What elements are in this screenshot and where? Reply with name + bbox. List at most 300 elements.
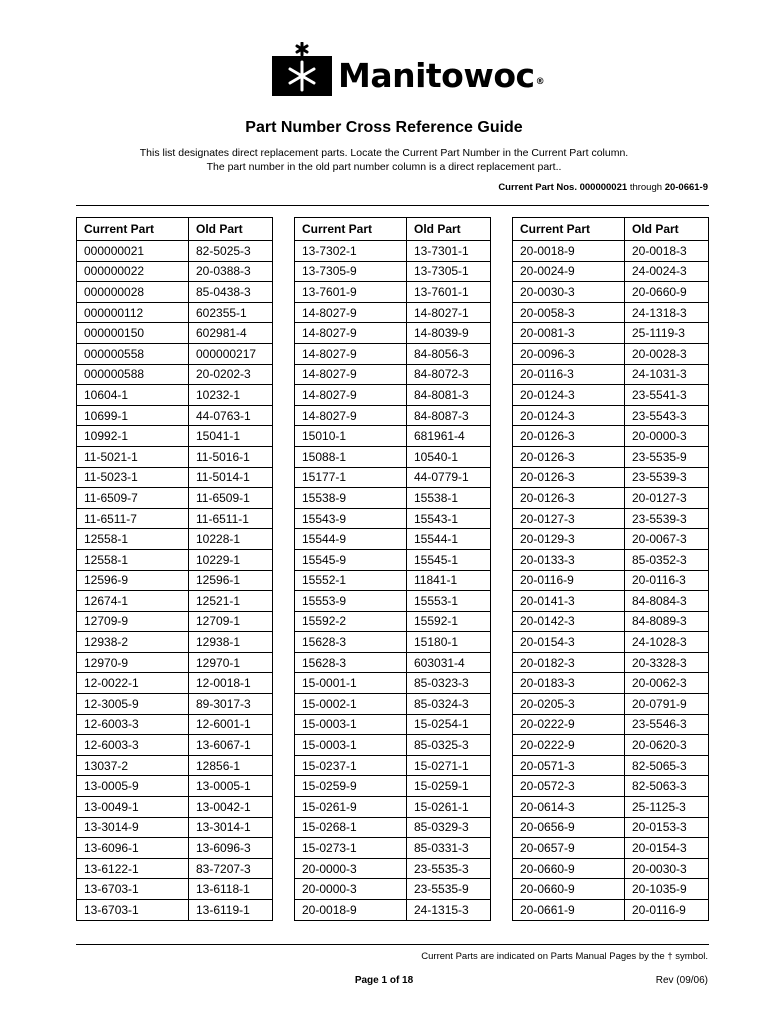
table-row [513, 694, 709, 715]
old-part-cell: 11-5014-1 [189, 467, 273, 488]
old-part-cell: 84-8072-3 [407, 364, 491, 385]
table-row [513, 529, 709, 550]
table-row [513, 714, 709, 735]
old-part-cell: 12-0018-1 [189, 673, 273, 694]
table-row [513, 652, 709, 673]
table-row [513, 879, 709, 900]
table-row [295, 385, 491, 406]
old-part-header: Old Part [189, 218, 273, 241]
footer-divider [76, 944, 709, 945]
current-part-cell: 15010-1 [295, 426, 407, 447]
current-part-cell: 20-0614-3 [513, 797, 625, 818]
old-part-cell: 84-8084-3 [625, 591, 709, 612]
current-part-cell: 20-0018-9 [513, 241, 625, 262]
old-part-cell: 85-0352-3 [625, 549, 709, 570]
table-row [295, 776, 491, 797]
old-part-cell: 24-1028-3 [625, 632, 709, 653]
old-part-cell: 23-5539-3 [625, 467, 709, 488]
current-part-cell: 12-3005-9 [77, 694, 189, 715]
table-row [295, 652, 491, 673]
brand-name: Manitowoc® [338, 56, 545, 95]
old-part-cell: 24-0024-3 [625, 261, 709, 282]
old-part-cell: 11-6509-1 [189, 488, 273, 509]
table-row [295, 714, 491, 735]
table-row [513, 261, 709, 282]
old-part-cell: 14-8027-1 [407, 302, 491, 323]
table-row [295, 343, 491, 364]
old-part-cell: 25-1119-3 [625, 323, 709, 344]
current-part-cell: 14-8027-9 [295, 405, 407, 426]
table-row [77, 817, 273, 838]
old-part-cell: 14-8039-9 [407, 323, 491, 344]
current-part-cell: 15-0237-1 [295, 755, 407, 776]
old-part-header: Old Part [625, 218, 709, 241]
part-range [498, 182, 708, 193]
current-part-cell: 20-0126-3 [513, 467, 625, 488]
current-part-cell: 12-6003-3 [77, 714, 189, 735]
current-part-cell: 11-5021-1 [77, 446, 189, 467]
table-row [295, 241, 491, 262]
table-header-row [513, 218, 709, 241]
table-row [77, 735, 273, 756]
current-part-cell: 20-0116-9 [513, 570, 625, 591]
current-part-header: Current Part [513, 218, 625, 241]
current-part-cell: 13-0005-9 [77, 776, 189, 797]
table-row [295, 570, 491, 591]
current-part-cell: 000000558 [77, 343, 189, 364]
snowflake-icon [272, 42, 332, 96]
old-part-cell: 20-0030-3 [625, 858, 709, 879]
old-part-cell: 23-5539-3 [625, 508, 709, 529]
old-part-cell: 13-6096-3 [189, 838, 273, 859]
old-part-cell: 20-0154-3 [625, 838, 709, 859]
old-part-cell: 15180-1 [407, 632, 491, 653]
old-part-cell: 20-0000-3 [625, 426, 709, 447]
old-part-cell: 13-7305-1 [407, 261, 491, 282]
table-row [77, 755, 273, 776]
current-part-cell: 20-0142-3 [513, 611, 625, 632]
table-row [513, 611, 709, 632]
old-part-cell: 12938-1 [189, 632, 273, 653]
old-part-cell: 15538-1 [407, 488, 491, 509]
table-row [77, 488, 273, 509]
current-part-cell: 15-0259-9 [295, 776, 407, 797]
table-row [295, 323, 491, 344]
current-part-cell: 20-0124-3 [513, 405, 625, 426]
table-row [77, 467, 273, 488]
table-row [513, 282, 709, 303]
current-part-cell: 12938-2 [77, 632, 189, 653]
table-row [513, 673, 709, 694]
table-row [295, 858, 491, 879]
table-row [295, 735, 491, 756]
old-part-cell: 20-0620-3 [625, 735, 709, 756]
current-part-cell: 000000150 [77, 323, 189, 344]
old-part-cell: 84-8087-3 [407, 405, 491, 426]
header-divider [76, 205, 709, 206]
old-part-cell: 11-5016-1 [189, 446, 273, 467]
old-part-cell: 15-0261-1 [407, 797, 491, 818]
old-part-cell: 10229-1 [189, 549, 273, 570]
current-part-cell: 20-0222-9 [513, 714, 625, 735]
old-part-cell: 83-7207-3 [189, 858, 273, 879]
table-row [513, 323, 709, 344]
table-row [77, 446, 273, 467]
table-row [295, 488, 491, 509]
table-row [513, 900, 709, 921]
current-part-cell: 13-0049-1 [77, 797, 189, 818]
table-row [77, 673, 273, 694]
old-part-cell: 13-3014-1 [189, 817, 273, 838]
old-part-cell: 12970-1 [189, 652, 273, 673]
table-row [295, 426, 491, 447]
table-row [295, 467, 491, 488]
table-row [513, 797, 709, 818]
old-part-cell: 20-0202-3 [189, 364, 273, 385]
manitowoc-logo [272, 44, 544, 96]
current-part-cell: 13-6096-1 [77, 838, 189, 859]
current-part-cell: 20-0124-3 [513, 385, 625, 406]
table-row [513, 817, 709, 838]
table-row [513, 385, 709, 406]
old-part-cell: 85-0329-3 [407, 817, 491, 838]
old-part-cell: 12709-1 [189, 611, 273, 632]
old-part-cell: 12-6001-1 [189, 714, 273, 735]
old-part-cell: 85-0324-3 [407, 694, 491, 715]
table-row [77, 364, 273, 385]
current-part-cell: 12674-1 [77, 591, 189, 612]
old-part-cell: 13-0042-1 [189, 797, 273, 818]
old-part-cell: 82-5025-3 [189, 241, 273, 262]
old-part-cell: 13-7601-1 [407, 282, 491, 303]
table-row [295, 673, 491, 694]
current-part-cell: 20-0182-3 [513, 652, 625, 673]
current-part-cell: 20-0571-3 [513, 755, 625, 776]
old-part-cell: 23-5535-3 [407, 858, 491, 879]
old-part-cell: 24-1031-3 [625, 364, 709, 385]
current-part-cell: 20-0205-3 [513, 694, 625, 715]
current-part-cell: 20-0657-9 [513, 838, 625, 859]
old-part-cell: 13-6119-1 [189, 900, 273, 921]
intro-line-2: The part number in the old part number column is a direct replacement part.. [206, 161, 562, 173]
snowflake-logo-box [272, 56, 332, 96]
table-row [513, 302, 709, 323]
table-row [77, 838, 273, 859]
table-row [77, 302, 273, 323]
old-part-cell: 20-0018-3 [625, 241, 709, 262]
table-row [513, 776, 709, 797]
old-part-cell: 20-0116-9 [625, 900, 709, 921]
current-part-header: Current Part [295, 218, 407, 241]
old-part-cell: 15041-1 [189, 426, 273, 447]
current-part-cell: 20-0024-9 [513, 261, 625, 282]
current-part-cell: 14-8027-9 [295, 323, 407, 344]
table-row [295, 529, 491, 550]
old-part-cell: 89-3017-3 [189, 694, 273, 715]
old-part-cell: 15543-1 [407, 508, 491, 529]
old-part-cell: 23-5535-9 [407, 879, 491, 900]
current-part-cell: 20-0127-3 [513, 508, 625, 529]
old-part-cell: 25-1125-3 [625, 797, 709, 818]
old-part-cell: 15-0259-1 [407, 776, 491, 797]
current-part-cell: 10604-1 [77, 385, 189, 406]
table-row [513, 446, 709, 467]
old-part-cell: 85-0331-3 [407, 838, 491, 859]
current-part-cell: 14-8027-9 [295, 302, 407, 323]
table-row [295, 879, 491, 900]
current-part-cell: 13037-2 [77, 755, 189, 776]
table-row [513, 838, 709, 859]
cross-reference-table-3 [512, 217, 709, 921]
table-row [295, 302, 491, 323]
table-row [77, 323, 273, 344]
old-part-cell: 23-5546-3 [625, 714, 709, 735]
current-part-cell: 20-0660-9 [513, 858, 625, 879]
table-row [295, 549, 491, 570]
current-part-cell: 20-0660-9 [513, 879, 625, 900]
table-row [295, 591, 491, 612]
old-part-cell: 10232-1 [189, 385, 273, 406]
current-part-cell: 000000112 [77, 302, 189, 323]
current-part-cell: 12970-9 [77, 652, 189, 673]
current-part-cell: 20-0126-3 [513, 488, 625, 509]
table-row [513, 508, 709, 529]
page-number: Page 1 of 18 [354, 975, 414, 986]
old-part-cell: 15553-1 [407, 591, 491, 612]
table-row [513, 241, 709, 262]
old-part-cell: 20-0067-3 [625, 529, 709, 550]
current-part-cell: 20-0030-3 [513, 282, 625, 303]
current-part-cell: 15-0273-1 [295, 838, 407, 859]
table-row [513, 755, 709, 776]
table-row [77, 570, 273, 591]
old-part-cell: 24-1318-3 [625, 302, 709, 323]
current-part-cell: 15-0268-1 [295, 817, 407, 838]
current-part-cell: 13-6703-1 [77, 900, 189, 921]
table-row [77, 900, 273, 921]
cross-reference-table-1 [76, 217, 273, 921]
old-part-cell: 20-0028-3 [625, 343, 709, 364]
table-row [77, 797, 273, 818]
table-row [513, 549, 709, 570]
current-part-cell: 14-8027-9 [295, 343, 407, 364]
current-part-cell: 15552-1 [295, 570, 407, 591]
table-row [77, 611, 273, 632]
old-part-cell: 603031-4 [407, 652, 491, 673]
table-row [295, 797, 491, 818]
table-row [513, 426, 709, 447]
table-row [77, 385, 273, 406]
old-part-cell: 12856-1 [189, 755, 273, 776]
current-part-cell: 11-6511-7 [77, 508, 189, 529]
range-from: 000000021 [579, 182, 628, 193]
current-part-cell: 20-0572-3 [513, 776, 625, 797]
old-part-cell: 15-0271-1 [407, 755, 491, 776]
current-part-cell: 000000028 [77, 282, 189, 303]
old-part-cell: 11-6511-1 [189, 508, 273, 529]
table-row [513, 735, 709, 756]
old-part-cell: 602981-4 [189, 323, 273, 344]
intro-line-1: This list designates direct replacement parts. Locate the Current Part Number in the Current Part column. [139, 147, 629, 159]
current-part-header: Current Part [77, 218, 189, 241]
current-part-cell: 20-0126-3 [513, 426, 625, 447]
current-part-cell: 13-6703-1 [77, 879, 189, 900]
current-part-cell: 14-8027-9 [295, 385, 407, 406]
table-row [513, 343, 709, 364]
old-part-cell: 15545-1 [407, 549, 491, 570]
table-row [77, 282, 273, 303]
old-part-cell: 12596-1 [189, 570, 273, 591]
current-part-cell: 12709-9 [77, 611, 189, 632]
current-part-cell: 20-0000-3 [295, 879, 407, 900]
old-part-cell: 20-0660-9 [625, 282, 709, 303]
table-row [295, 632, 491, 653]
current-part-cell: 20-0116-3 [513, 364, 625, 385]
current-part-cell: 15-0261-9 [295, 797, 407, 818]
current-part-cell: 12-6003-3 [77, 735, 189, 756]
current-part-cell: 15543-9 [295, 508, 407, 529]
old-part-cell: 82-5065-3 [625, 755, 709, 776]
old-part-cell: 20-0062-3 [625, 673, 709, 694]
current-part-cell: 20-0222-9 [513, 735, 625, 756]
current-part-cell: 11-6509-7 [77, 488, 189, 509]
old-part-cell: 681961-4 [407, 426, 491, 447]
old-part-cell: 15-0254-1 [407, 714, 491, 735]
range-label: Current Part Nos. [498, 182, 577, 193]
table-row [295, 900, 491, 921]
current-part-cell: 10699-1 [77, 405, 189, 426]
current-part-cell: 15088-1 [295, 446, 407, 467]
current-part-cell: 20-0081-3 [513, 323, 625, 344]
current-part-cell: 000000588 [77, 364, 189, 385]
table-row [77, 529, 273, 550]
current-part-cell: 15-0003-1 [295, 714, 407, 735]
current-part-cell: 15-0001-1 [295, 673, 407, 694]
current-part-cell: 000000021 [77, 241, 189, 262]
table-row [77, 343, 273, 364]
table-row [77, 694, 273, 715]
table-row [77, 879, 273, 900]
old-part-header: Old Part [407, 218, 491, 241]
table-row [295, 405, 491, 426]
old-part-cell: 44-0763-1 [189, 405, 273, 426]
table-row [513, 405, 709, 426]
current-part-cell: 12-0022-1 [77, 673, 189, 694]
table-row [295, 508, 491, 529]
old-part-cell: 23-5541-3 [625, 385, 709, 406]
old-part-cell: 20-0116-3 [625, 570, 709, 591]
current-part-cell: 20-0058-3 [513, 302, 625, 323]
old-part-cell: 000000217 [189, 343, 273, 364]
current-part-cell: 13-7601-9 [295, 282, 407, 303]
old-part-cell: 23-5535-9 [625, 446, 709, 467]
table-row [295, 838, 491, 859]
current-part-cell: 12596-9 [77, 570, 189, 591]
table-row [513, 858, 709, 879]
old-part-cell: 602355-1 [189, 302, 273, 323]
current-part-cell: 20-0000-3 [295, 858, 407, 879]
table-header-row [77, 218, 273, 241]
old-part-cell: 85-0325-3 [407, 735, 491, 756]
old-part-cell: 11841-1 [407, 570, 491, 591]
table-row [77, 261, 273, 282]
old-part-cell: 20-0153-3 [625, 817, 709, 838]
cross-reference-table-2 [294, 217, 491, 921]
old-part-cell: 20-0388-3 [189, 261, 273, 282]
table-row [513, 591, 709, 612]
old-part-cell: 13-6067-1 [189, 735, 273, 756]
current-part-cell: 15-0002-1 [295, 694, 407, 715]
current-part-cell: 15545-9 [295, 549, 407, 570]
table-row [77, 591, 273, 612]
current-part-cell: 15538-9 [295, 488, 407, 509]
intro-text [0, 146, 768, 174]
old-part-cell: 10540-1 [407, 446, 491, 467]
table-row [77, 549, 273, 570]
old-part-cell: 10228-1 [189, 529, 273, 550]
table-row [295, 694, 491, 715]
current-part-cell: 20-0129-3 [513, 529, 625, 550]
current-part-cell: 20-0656-9 [513, 817, 625, 838]
current-part-cell: 20-0141-3 [513, 591, 625, 612]
current-part-cell: 000000022 [77, 261, 189, 282]
table-row [77, 714, 273, 735]
current-part-cell: 20-0154-3 [513, 632, 625, 653]
current-part-cell: 13-7302-1 [295, 241, 407, 262]
old-part-cell: 82-5063-3 [625, 776, 709, 797]
current-part-cell: 13-7305-9 [295, 261, 407, 282]
old-part-cell: 15544-1 [407, 529, 491, 550]
old-part-cell: 20-0127-3 [625, 488, 709, 509]
current-part-cell: 15628-3 [295, 652, 407, 673]
current-part-cell: 20-0661-9 [513, 900, 625, 921]
current-part-cell: 15177-1 [295, 467, 407, 488]
table-row [295, 817, 491, 838]
table-row [77, 776, 273, 797]
old-part-cell: 13-6118-1 [189, 879, 273, 900]
old-part-cell: 13-0005-1 [189, 776, 273, 797]
old-part-cell: 20-0791-9 [625, 694, 709, 715]
current-part-cell: 11-5023-1 [77, 467, 189, 488]
current-part-cell: 10992-1 [77, 426, 189, 447]
page-title: Part Number Cross Reference Guide [245, 119, 523, 136]
current-part-cell: 15544-9 [295, 529, 407, 550]
old-part-cell: 12521-1 [189, 591, 273, 612]
old-part-cell: 85-0323-3 [407, 673, 491, 694]
old-part-cell: 13-7301-1 [407, 241, 491, 262]
footer-note: Current Parts are indicated on Parts Manual Pages by the † symbol. [421, 951, 708, 962]
table-row [295, 611, 491, 632]
old-part-cell: 15592-1 [407, 611, 491, 632]
table-row [77, 405, 273, 426]
range-through: through [629, 182, 663, 193]
table-row [77, 241, 273, 262]
old-part-cell: 84-8081-3 [407, 385, 491, 406]
old-part-cell: 44-0779-1 [407, 467, 491, 488]
current-part-cell: 15628-3 [295, 632, 407, 653]
current-part-cell: 15553-9 [295, 591, 407, 612]
table-row [513, 364, 709, 385]
table-row [295, 446, 491, 467]
table-row [513, 467, 709, 488]
old-part-cell: 20-3328-3 [625, 652, 709, 673]
old-part-cell: 84-8056-3 [407, 343, 491, 364]
table-row [295, 261, 491, 282]
old-part-cell: 85-0438-3 [189, 282, 273, 303]
old-part-cell: 23-5543-3 [625, 405, 709, 426]
table-row [77, 652, 273, 673]
current-part-cell: 20-0018-9 [295, 900, 407, 921]
